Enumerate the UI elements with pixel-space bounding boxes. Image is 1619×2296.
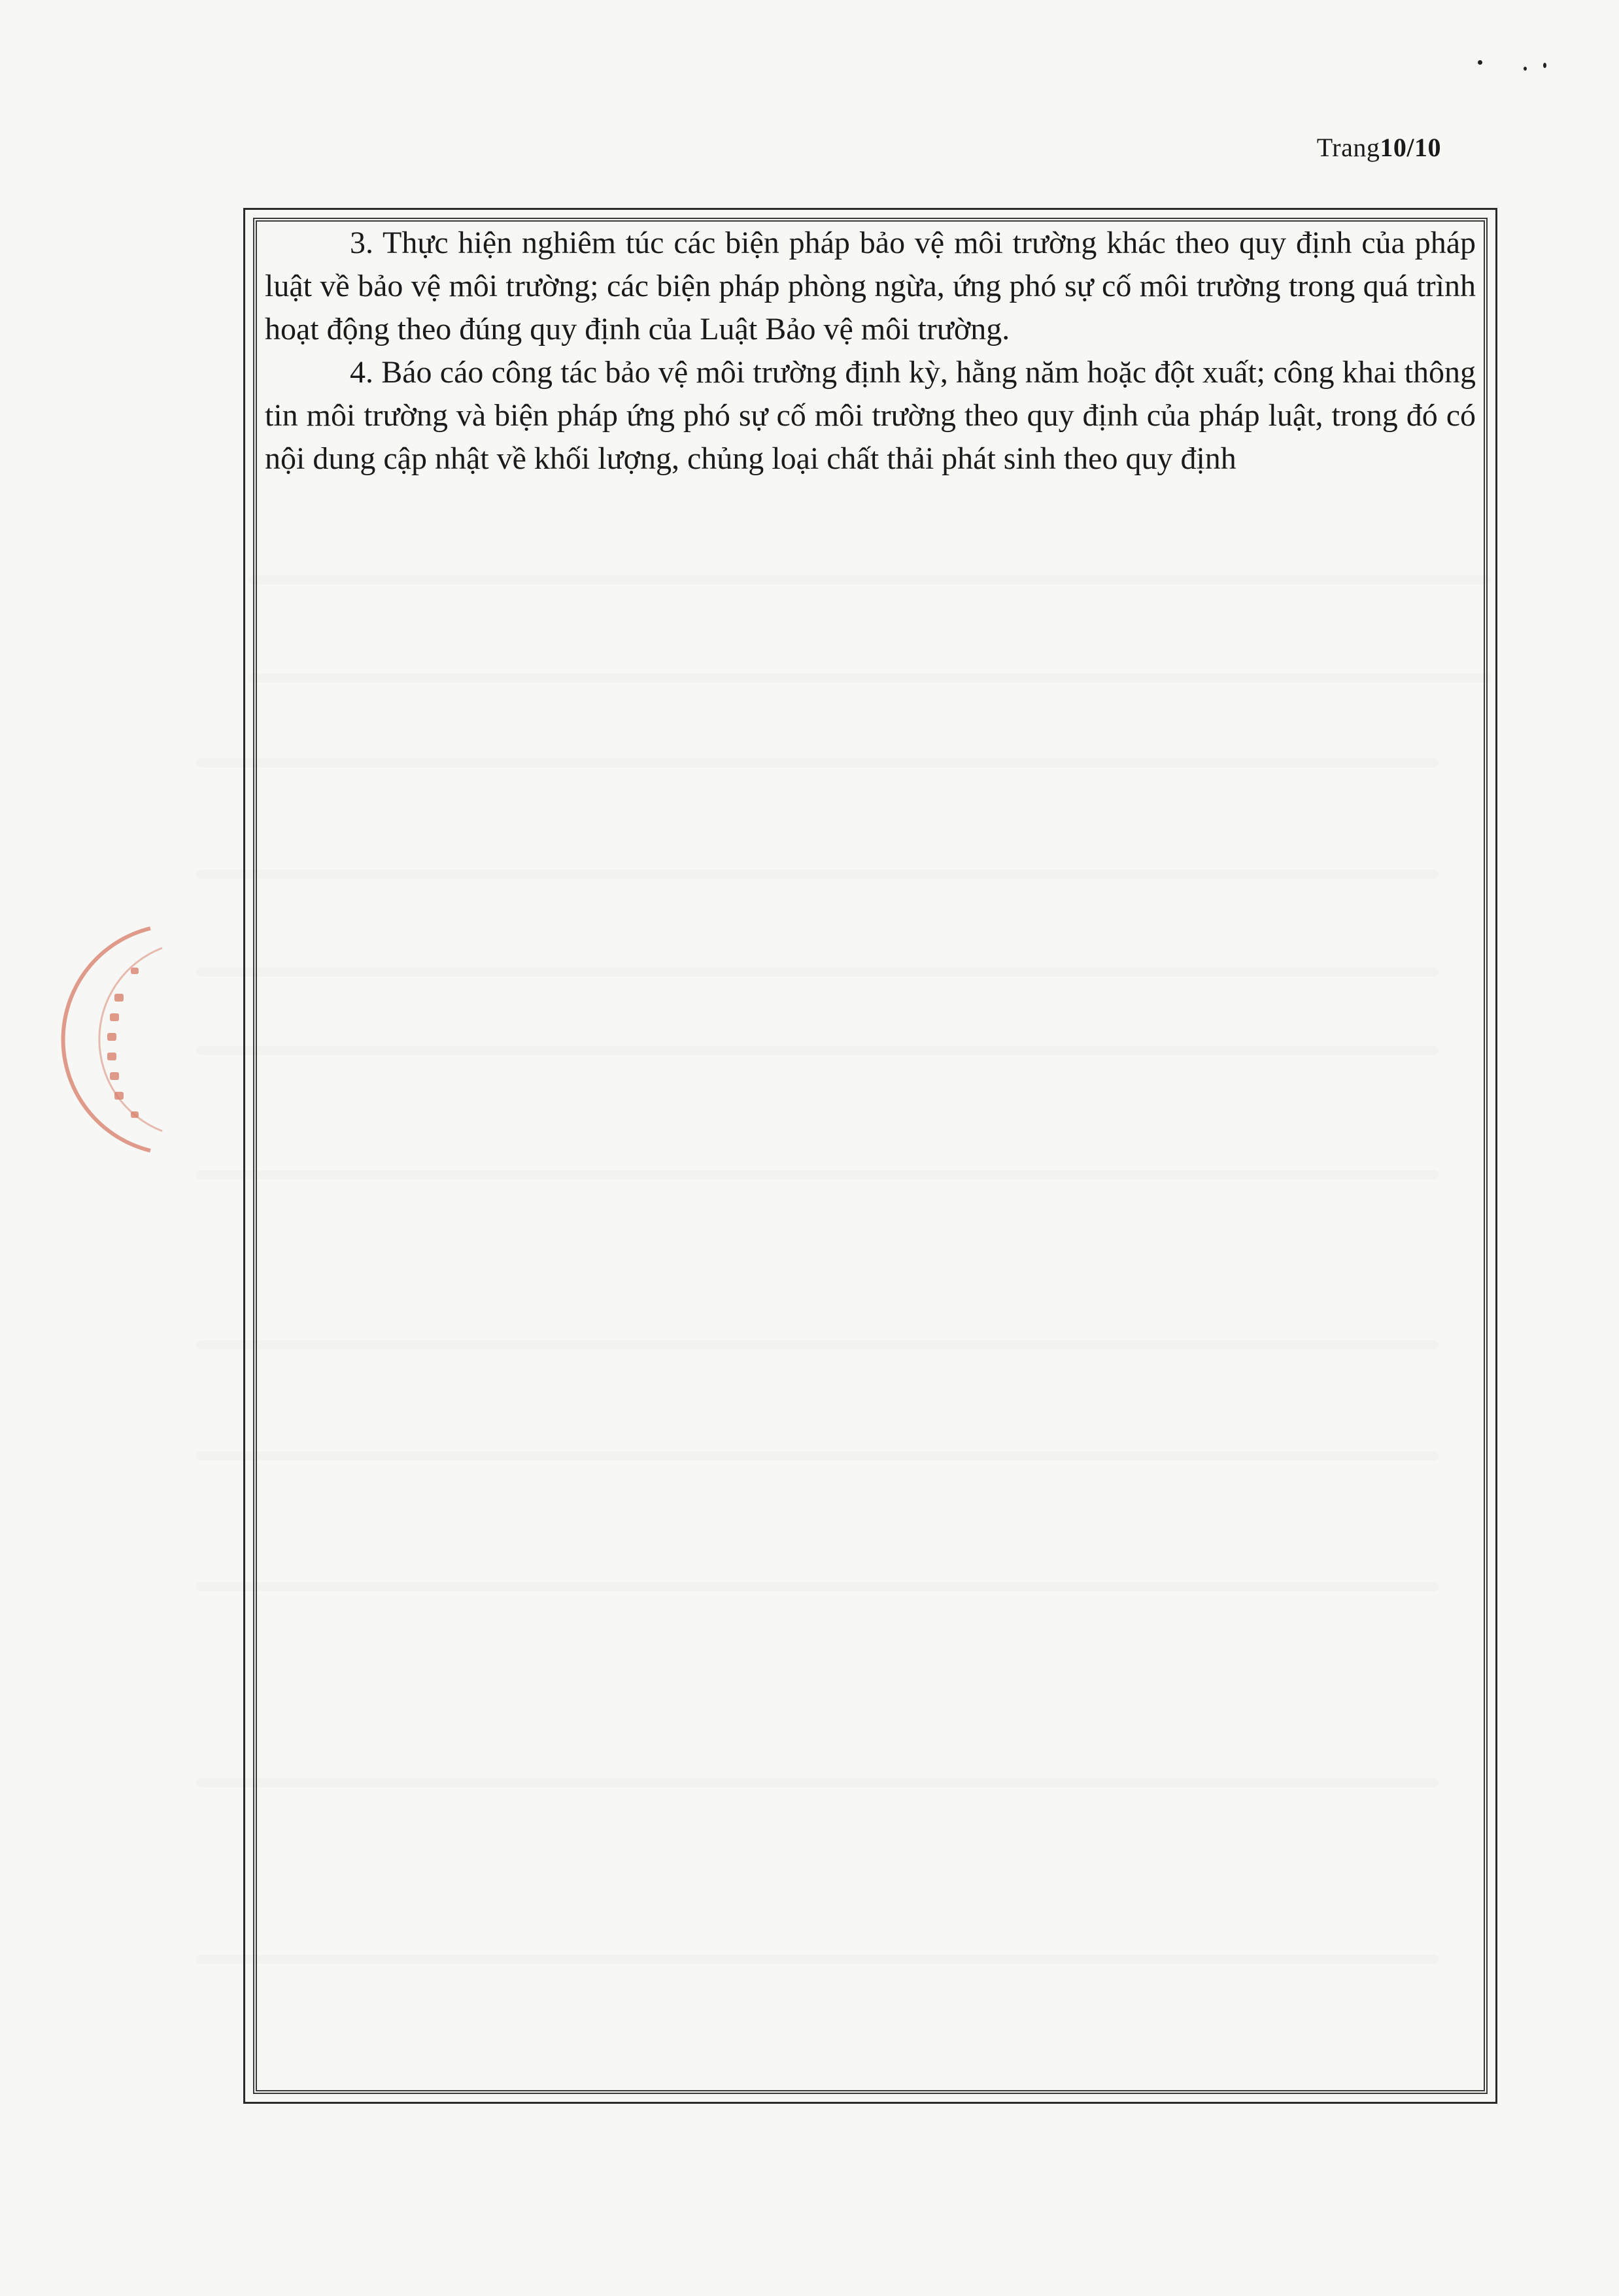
page-number — [1317, 132, 1441, 163]
document-body — [265, 222, 1476, 481]
document-frame-inner — [253, 218, 1488, 2094]
page-number-value: 10/10 — [1380, 133, 1441, 162]
red-seal-stamp — [52, 915, 177, 1164]
scan-speck — [1543, 63, 1546, 68]
document-frame — [243, 208, 1497, 2104]
scan-speck — [1524, 67, 1527, 71]
page-label: Trang — [1316, 133, 1380, 162]
paragraph-3: 3. Thực hiện nghiêm túc các biện pháp bảo vệ môi trường khác theo quy định của pháp luật về bảo vệ môi trường; các biện pháp phòng ngừa, ứng phó sự cố môi trường trong quá trình hoạt động theo đúng quy định của Luật Bảo vệ môi trường. — [265, 226, 1476, 346]
scan-speck — [1478, 60, 1482, 65]
paragraph-4: 4. Báo cáo công tác bảo vệ môi trường định kỳ, hằng năm hoặc đột xuất; công khai thông tin môi trường và biện pháp ứng phó sự cố môi trường theo quy định của pháp luật, trong đó có nội dung cập nhật về khối lượng, chủng loại chất thải phát sinh theo quy định — [265, 355, 1476, 476]
